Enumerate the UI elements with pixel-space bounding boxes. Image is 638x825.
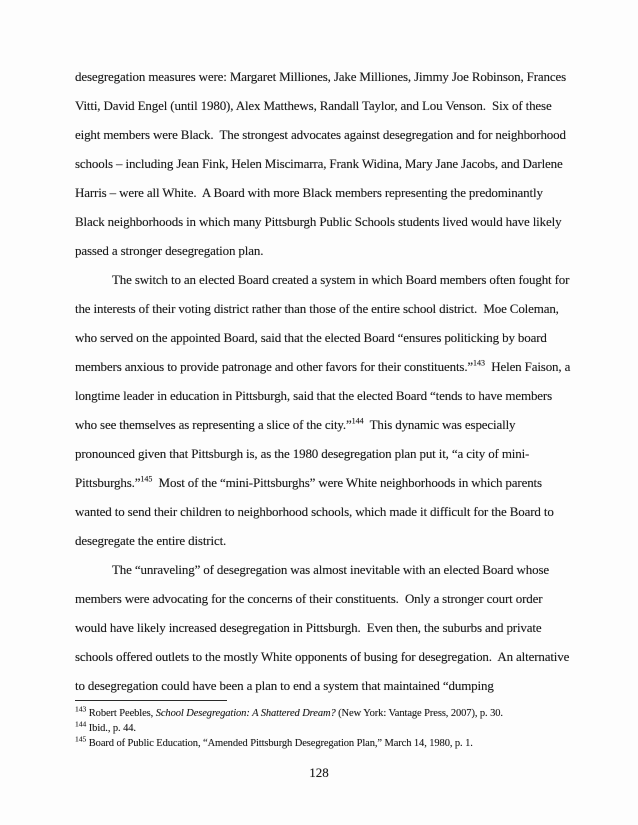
footnote-number: 144 [75,719,87,729]
footnote-text: (New York: Vantage Press, 2007), p. 30. [335,708,503,719]
paragraph-3 [75,555,571,700]
footnote-145 [75,734,571,751]
footnote-number: 143 [75,704,87,714]
footnote-144 [75,719,571,736]
footnote-text: Ibid., p. 44. [86,723,136,734]
footnote-separator [75,700,227,701]
paragraph-1-text: desegregation measures were: Margaret Milliones, Jake Milliones, Jimmy Joe Robinson, Frances Vitti, David Engel (until 1980), Alex Matthews, Randall Taylor, and Lou Venson. Six of these eight members were Black. The strongest advocates against desegregation and for neighborhood schools – including Jean Fink, Helen Miscimarra, Frank Widina, Mary Jane Jacobs, and Darlene Harris – were all White. A Board with more Black members representing the predominantly Black neighborhoods in which many Pittsburgh Public Schools students lived would have likely passed a stronger desegregation plan. [75,69,569,258]
body-text [75,62,574,700]
footnote-book-title: School Desegregation: A Shattered Dream? [155,708,336,719]
footnote-ref-144: 144 [351,416,364,426]
paragraph-1 [75,62,571,265]
paragraph-2 [75,265,574,555]
paragraph-2-text: This dynamic was especially pronounced given that Pittsburgh is, as the 1980 desegregation plan put it, “a city of mini-Pittsburghs.” [75,417,530,490]
paragraph-2-text: Most of the “mini-Pittsburghs” were White neighborhoods in which parents wanted to send their children to neighborhood schools, which made it difficult for the Board to desegregate the entire district. [75,475,557,548]
footnote-ref-143: 143 [473,358,486,368]
paragraph-2-text: The switch to an elected Board created a system in which Board members often fought for the interests of their voting district rather than those of the entire school district. Moe Coleman, who served on the appointed Board, said that the elected Board “ensures politicking by board members anxious to provide patronage and other favors for their constituents.” [75,272,573,374]
footnote-143 [75,704,571,721]
page-number: 128 [309,765,329,780]
footnotes-section [75,700,571,752]
footnote-number: 145 [75,734,87,744]
paragraph-2-text: Helen Faison, a longtime leader in education in Pittsburgh, said that the elected Board “tends to have members who see themselves as representing a slice of the city.” [75,359,574,432]
footnote-text: Board of Public Education, “Amended Pittsburgh Desegregation Plan,” March 14, 1980, p. 1. [86,738,473,749]
footnote-ref-145: 145 [140,474,153,484]
paragraph-3-text: The “unraveling” of desegregation was almost inevitable with an elected Board whose members were advocating for the concerns of their constituents. Only a stronger court order would have likely increased desegregation in Pittsburgh. Even then, the suburbs and private schools offered outlets to the mostly White opponents of busing for desegregation. An alternative to desegregation could have been a plan to end a system that maintained “dumping [75,562,573,693]
footnote-text: Robert Peebles, [86,708,156,719]
